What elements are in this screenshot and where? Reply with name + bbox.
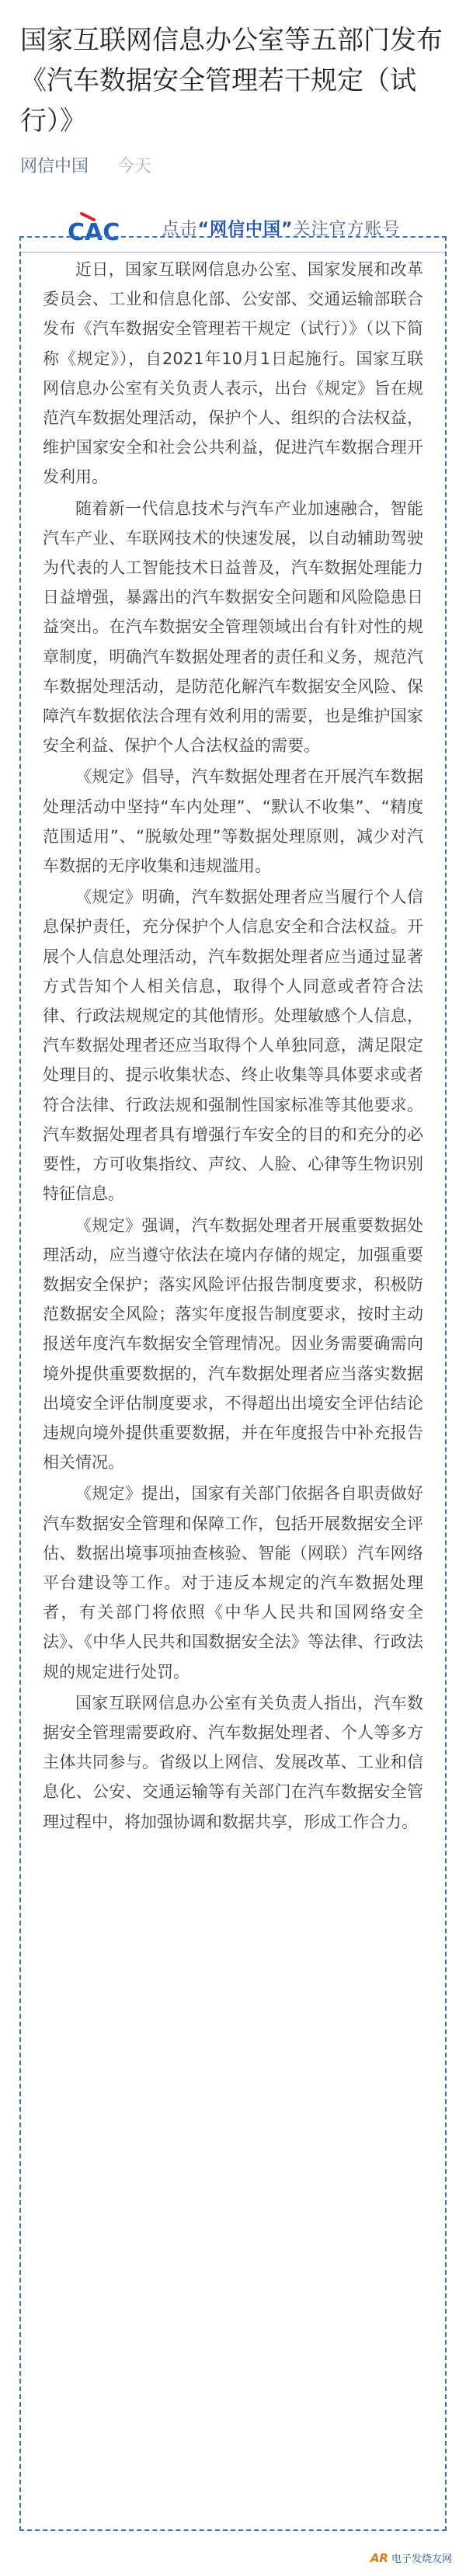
publish-date: 今天 xyxy=(117,157,152,176)
follow-banner-suffix: 关注官方账号 xyxy=(293,219,401,239)
article-meta xyxy=(0,141,466,179)
account-name-link[interactable]: 网信中国 xyxy=(20,157,89,176)
site-watermark xyxy=(370,2550,452,2565)
watermark-logo-icon: AR xyxy=(370,2550,388,2565)
follow-banner-prefix: 点击 xyxy=(162,219,198,239)
follow-banner-brand: “网信中国” xyxy=(197,219,294,239)
paragraph: 随着新一代信息技术与汽车产业加速融合，智能汽车产业、车联网技术的快速发展，以自动辅助驾驶为代表的人工智能技术日益普及，汽车数据处理能力日益增强，暴露出的汽车数据安全问题和风险隐患日益突出。在汽车数据安全管理领域出台有针对性的规章制度，明确汽车数据处理者的责任和义务，规范汽车数据处理活动，是防范化解汽车数据安全风险、保障汽车数据依法合理有效利用的需要，也是维护国家安全利益、保护个人合法权益的需要。 xyxy=(43,499,423,756)
article-body xyxy=(19,236,447,2531)
paragraph: 国家互联网信息办公室有关负责人指出，汽车数据安全管理需要政府、汽车数据处理者、个人等多方主体共同参与。省级以上网信、发展改革、工业和信息化、公安、交通运输等有关部门在汽车数据安全管理过程中，将加强协调和数据共享，形成工作合力。 xyxy=(43,1693,423,1831)
cac-logo-text: CAC xyxy=(67,219,120,245)
article-title: 国家互联网信息办公室等五部门发布《汽车数据安全管理若干规定（试行）》 xyxy=(20,25,443,137)
paragraph: 近日，国家互联网信息办公室、国家发展和改革委员会、工业和信息化部、公安部、交通运输部联合发布《汽车数据安全管理若干规定（试行）》（以下简称《规定》），自2021年10月1日起施行。国家互联网信息办公室有关负责人表示，出台《规定》旨在规范汽车数据处理活动，保护个人、组织的合法权益，维护国家安全和社会公共利益，促进汽车数据合理开发利用。 xyxy=(43,260,423,487)
paragraph: 《规定》强调，汽车数据处理者开展重要数据处理活动，应当遵守依法在境内存储的规定，加强重要数据安全保护；落实风险评估报告制度要求，积极防范数据安全风险；落实年度报告制度要求，按时主动报送年度汽车数据安全管理情况。因业务需要确需向境外提供重要数据的，汽车数据处理者应当落实数据出境安全评估制度要求，不得超出出境安全评估结论违规向境外提供重要数据，并在年度报告中补充报告相关情况。 xyxy=(43,1215,423,1472)
paragraph: 《规定》提出，国家有关部门依据各自职责做好汽车数据安全管理和保障工作，包括开展数据安全评估、数据出境事项抽查核验、智能（网联）汽车网络平台建设等工作。对于违反本规定的汽车数据处理者，有关部门将依照《中华人民共和国网络安全法》、《中华人民共和国数据安全法》等法律、行政法规的规定进行处罚。 xyxy=(43,1484,423,1681)
watermark-text: 电子发烧友网 xyxy=(391,2553,452,2565)
paragraph: 《规定》明确，汽车数据处理者应当履行个人信息保护责任，充分保护个人信息安全和合法权益。开展个人信息处理活动，汽车数据处理者应当通过显著方式告知个人相关信息，取得个人同意或者符合法律、行政法规规定的其他情形。处理敏感个人信息，汽车数据处理者还应当取得个人单独同意，满足限定处理目的、提示收集状态、终止收集等具体要求或者符合法律、行政法规和强制性国家标准等其他要求。汽车数据处理者具有增强行车安全的目的和充分的必要性，方可收集指纹、声纹、人脸、心律等生物识别特征信息。 xyxy=(43,888,423,1204)
paragraph: 《规定》倡导，汽车数据处理者在开展汽车数据处理活动中坚持“车内处理”、“默认不收集”、“精度范围适用”、“脱敏处理”等数据处理原则，减少对汽车数据的无序收集和违规滥用。 xyxy=(43,767,423,876)
